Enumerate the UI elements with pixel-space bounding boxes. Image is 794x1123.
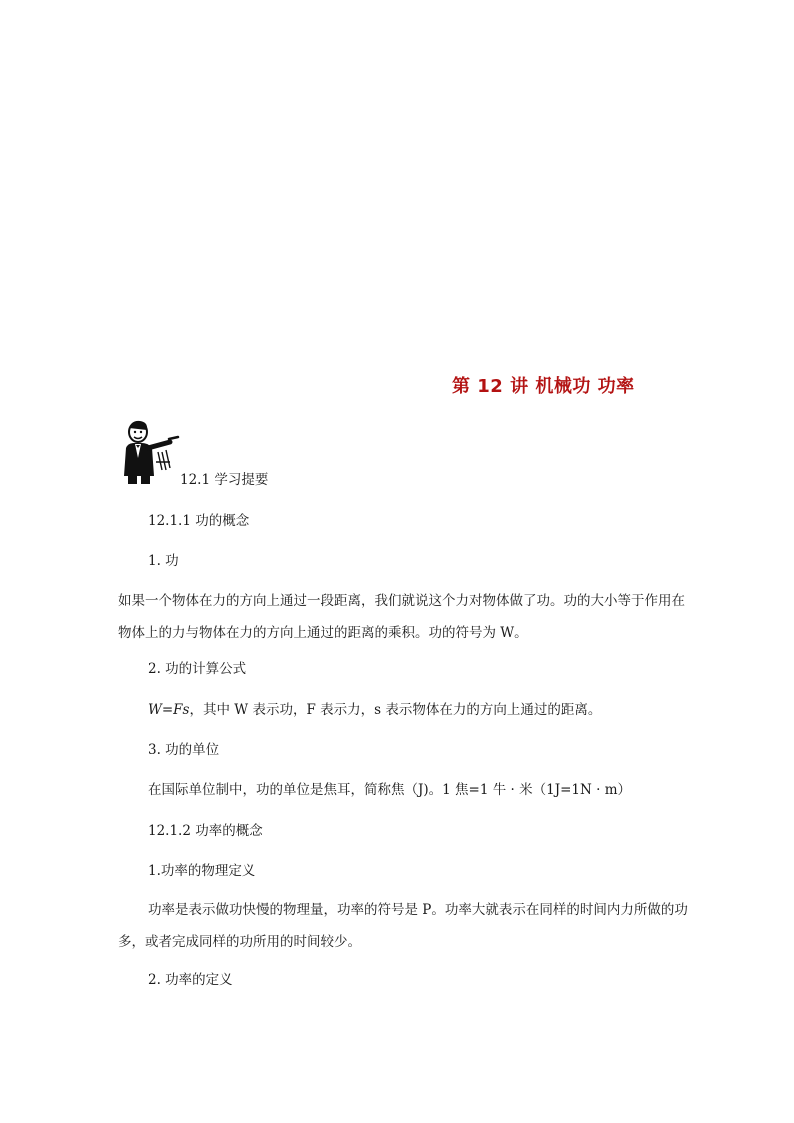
item-power-def-title: 2. 功率的定义: [148, 972, 233, 988]
item-formula-title: 2. 功的计算公式: [148, 661, 247, 677]
item-power-definition-title: 1.功率的物理定义: [148, 863, 256, 879]
item-formula-line: [148, 700, 601, 720]
subsection-power-concept: 12.1.2 功率的概念: [148, 823, 263, 839]
formula: W=Fs: [148, 702, 190, 718]
item-work-paragraph: 如果一个物体在力的方向上通过一段距离，我们就说这个力对物体做了功。功的大小等于作用在物体上的力与物体在力的方向上通过的距离的乘积。功的符号为 W。: [118, 593, 685, 641]
section-label: 12.1 学习提要: [180, 472, 269, 488]
item-work-title: 1. 功: [148, 553, 179, 569]
item-unit-text: 在国际单位制中，功的单位是焦耳，简称焦（J)。1 焦=1 牛 · 米（1J=1N · m）: [148, 782, 632, 798]
formula-explanation: ，其中 W 表示功，F 表示力，s 表示物体在力的方向上通过的距离。: [189, 702, 602, 718]
teacher-pointing-icon: [118, 418, 184, 486]
lecture-title: 第 12 讲 机械功 功率: [452, 376, 635, 397]
subsection-work-concept: 12.1.1 功的概念: [148, 513, 250, 529]
item-unit-title: 3. 功的单位: [148, 742, 220, 758]
item-power-paragraph: 功率是表示做功快慢的物理量，功率的符号是 P。功率大就表示在同样的时间内力所做的功多，或者完成同样的功所用的时间较少。: [118, 902, 688, 950]
